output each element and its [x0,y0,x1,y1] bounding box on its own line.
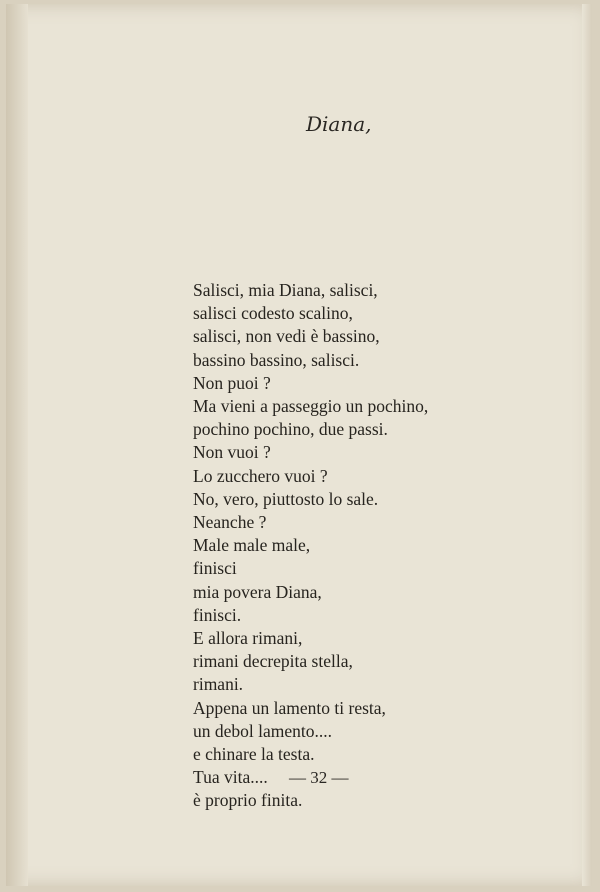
poem-line: bassino bassino, salisci. [193,349,360,370]
page-gutter [6,4,28,886]
poem-line: salisci, non vedi è bassino, [193,326,380,347]
poem-line: rimani decrepita stella, [193,651,353,672]
poem-line: No, vero, piuttosto lo sale. [193,488,379,509]
poem-line: e chinare la testa. [193,744,315,765]
poem-line: pochino pochino, due passi. [193,419,388,440]
poem-line: Appena un lamento ti resta, [193,697,386,718]
poem-line: Non vuoi ? [193,442,271,463]
poem-line: salisci codesto scalino, [193,303,353,324]
poem-line: Male male male, [193,535,311,556]
poem-line: mia povera Diana, [193,581,322,602]
book-page [6,4,592,886]
poem-body [193,279,523,813]
page-number: — 32 — [289,768,349,787]
poem-title: Diana, [306,112,372,136]
poem-line: rimani. [193,674,244,695]
poem-line: Salisci, mia Diana, salisci, [193,280,378,300]
poem-line: finisci [193,558,237,579]
poem-line: Tua vita.... [193,767,268,788]
poem-line: finisci. [193,604,242,625]
poem-line: Lo zucchero vuoi ? [193,465,328,486]
poem-line: Non puoi ? [193,372,271,393]
poem-line: un debol lamento.... [193,720,333,741]
poem-line: E allora rimani, [193,628,303,649]
poem-line: è proprio finita. [193,790,303,811]
page-edge [582,4,592,886]
poem-line: Neanche ? [193,512,267,533]
poem-line: Ma vieni a passeggio un pochino, [193,396,429,417]
